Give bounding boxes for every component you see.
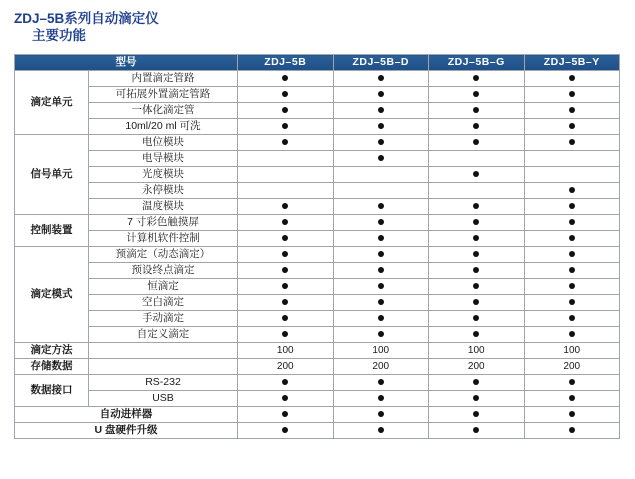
feature-cell bbox=[524, 119, 620, 135]
feature-cell bbox=[524, 279, 620, 295]
feature-cell bbox=[333, 215, 429, 231]
table-header bbox=[15, 55, 620, 71]
feature-cell bbox=[524, 183, 620, 199]
feature-cell bbox=[524, 215, 620, 231]
feature-cell bbox=[524, 103, 620, 119]
table-row bbox=[15, 327, 620, 343]
row-feature-label: 手动滴定 bbox=[89, 311, 238, 327]
bullet-dot-icon bbox=[378, 219, 384, 225]
bullet-dot-icon bbox=[378, 91, 384, 97]
column-header-zdj5by: ZDJ–5B–Y bbox=[524, 55, 620, 71]
bullet-dot-icon bbox=[378, 379, 384, 385]
bullet-dot-icon bbox=[378, 107, 384, 113]
feature-cell bbox=[333, 311, 429, 327]
feature-cell bbox=[238, 87, 334, 103]
bullet-dot-icon bbox=[378, 283, 384, 289]
feature-cell bbox=[238, 295, 334, 311]
table-row bbox=[15, 247, 620, 263]
bullet-dot-icon bbox=[378, 395, 384, 401]
feature-cell bbox=[429, 103, 525, 119]
row-feature-label: 一体化滴定管 bbox=[89, 103, 238, 119]
bullet-dot-icon bbox=[473, 91, 479, 97]
table-body bbox=[15, 71, 620, 439]
bullet-dot-icon bbox=[378, 251, 384, 257]
bullet-dot-icon bbox=[569, 427, 575, 433]
feature-cell bbox=[238, 199, 334, 215]
bullet-dot-icon bbox=[569, 299, 575, 305]
feature-cell bbox=[333, 231, 429, 247]
bullet-dot-icon bbox=[473, 315, 479, 321]
feature-cell bbox=[524, 199, 620, 215]
feature-cell bbox=[238, 375, 334, 391]
feature-cell bbox=[524, 295, 620, 311]
bullet-dot-icon bbox=[569, 283, 575, 289]
feature-cell bbox=[429, 343, 525, 359]
row-group-label: 数据接口 bbox=[15, 375, 89, 407]
bullet-dot-icon bbox=[473, 267, 479, 273]
feature-cell bbox=[429, 311, 525, 327]
table-row bbox=[15, 279, 620, 295]
feature-cell bbox=[429, 359, 525, 375]
feature-cell bbox=[333, 119, 429, 135]
feature-cell bbox=[238, 231, 334, 247]
feature-cell bbox=[333, 71, 429, 87]
table-row bbox=[15, 183, 620, 199]
row-feature-label: 计算机软件控制 bbox=[89, 231, 238, 247]
feature-cell bbox=[238, 263, 334, 279]
row-feature-label: 预滴定（动态滴定） bbox=[89, 247, 238, 263]
row-group-label: 自动进样器 bbox=[15, 407, 238, 423]
bullet-dot-icon bbox=[282, 235, 288, 241]
feature-cell bbox=[238, 311, 334, 327]
bullet-dot-icon bbox=[569, 411, 575, 417]
bullet-dot-icon bbox=[473, 251, 479, 257]
bullet-dot-icon bbox=[473, 139, 479, 145]
table-row bbox=[15, 135, 620, 151]
bullet-dot-icon bbox=[473, 411, 479, 417]
bullet-dot-icon bbox=[282, 107, 288, 113]
bullet-dot-icon bbox=[473, 203, 479, 209]
feature-cell bbox=[429, 391, 525, 407]
feature-cell bbox=[333, 327, 429, 343]
bullet-dot-icon bbox=[378, 139, 384, 145]
feature-cell bbox=[238, 327, 334, 343]
feature-cell bbox=[333, 167, 429, 183]
bullet-dot-icon bbox=[282, 427, 288, 433]
cell-value: 200 bbox=[372, 361, 390, 372]
bullet-dot-icon bbox=[569, 315, 575, 321]
row-group-label: 信号单元 bbox=[15, 135, 89, 215]
bullet-dot-icon bbox=[282, 139, 288, 145]
feature-cell bbox=[238, 247, 334, 263]
bullet-dot-icon bbox=[282, 283, 288, 289]
bullet-dot-icon bbox=[569, 235, 575, 241]
feature-cell bbox=[238, 119, 334, 135]
feature-cell bbox=[429, 119, 525, 135]
row-feature-label: 空白滴定 bbox=[89, 295, 238, 311]
bullet-dot-icon bbox=[378, 155, 384, 161]
row-feature-label bbox=[89, 359, 238, 375]
row-feature-label: 预设终点滴定 bbox=[89, 263, 238, 279]
row-feature-label bbox=[89, 343, 238, 359]
page-title-line-1: ZDJ–5B系列自动滴定仪 bbox=[14, 11, 159, 26]
bullet-dot-icon bbox=[473, 395, 479, 401]
feature-cell bbox=[429, 151, 525, 167]
feature-cell bbox=[524, 151, 620, 167]
bullet-dot-icon bbox=[569, 75, 575, 81]
bullet-dot-icon bbox=[569, 91, 575, 97]
feature-cell bbox=[238, 151, 334, 167]
bullet-dot-icon bbox=[569, 379, 575, 385]
table-row bbox=[15, 231, 620, 247]
row-feature-label: 光度模块 bbox=[89, 167, 238, 183]
bullet-dot-icon bbox=[473, 331, 479, 337]
feature-cell bbox=[238, 103, 334, 119]
feature-cell bbox=[524, 71, 620, 87]
feature-cell bbox=[429, 87, 525, 103]
bullet-dot-icon bbox=[569, 331, 575, 337]
feature-cell bbox=[429, 183, 525, 199]
feature-cell bbox=[238, 359, 334, 375]
bullet-dot-icon bbox=[569, 123, 575, 129]
table-row bbox=[15, 263, 620, 279]
table-row bbox=[15, 295, 620, 311]
feature-cell bbox=[238, 279, 334, 295]
row-group-label: 滴定方法 bbox=[15, 343, 89, 359]
bullet-dot-icon bbox=[569, 139, 575, 145]
bullet-dot-icon bbox=[282, 123, 288, 129]
row-group-label: 控制装置 bbox=[15, 215, 89, 247]
feature-cell bbox=[238, 183, 334, 199]
specification-table bbox=[14, 54, 620, 439]
bullet-dot-icon bbox=[378, 75, 384, 81]
table-row bbox=[15, 151, 620, 167]
row-feature-label: 电导模块 bbox=[89, 151, 238, 167]
bullet-dot-icon bbox=[282, 91, 288, 97]
row-feature-label: 内置滴定管路 bbox=[89, 71, 238, 87]
bullet-dot-icon bbox=[473, 171, 479, 177]
bullet-dot-icon bbox=[473, 427, 479, 433]
table-row bbox=[15, 87, 620, 103]
feature-cell bbox=[429, 375, 525, 391]
cell-value: 200 bbox=[276, 361, 294, 372]
feature-cell bbox=[238, 215, 334, 231]
feature-cell bbox=[524, 263, 620, 279]
bullet-dot-icon bbox=[378, 331, 384, 337]
bullet-dot-icon bbox=[569, 107, 575, 113]
bullet-dot-icon bbox=[378, 203, 384, 209]
bullet-dot-icon bbox=[378, 123, 384, 129]
feature-cell bbox=[238, 391, 334, 407]
feature-cell bbox=[333, 391, 429, 407]
row-feature-label: 可拓展外置滴定管路 bbox=[89, 87, 238, 103]
bullet-dot-icon bbox=[282, 315, 288, 321]
bullet-dot-icon bbox=[282, 395, 288, 401]
bullet-dot-icon bbox=[473, 235, 479, 241]
table-row bbox=[15, 343, 620, 359]
bullet-dot-icon bbox=[378, 299, 384, 305]
feature-cell bbox=[524, 423, 620, 439]
table-row bbox=[15, 359, 620, 375]
table-header-row bbox=[15, 55, 620, 71]
bullet-dot-icon bbox=[378, 235, 384, 241]
feature-cell bbox=[238, 71, 334, 87]
feature-cell bbox=[429, 215, 525, 231]
feature-cell bbox=[429, 407, 525, 423]
bullet-dot-icon bbox=[569, 251, 575, 257]
row-feature-label: 电位模块 bbox=[89, 135, 238, 151]
feature-cell bbox=[429, 167, 525, 183]
table-row bbox=[15, 375, 620, 391]
feature-cell bbox=[333, 279, 429, 295]
feature-cell bbox=[524, 247, 620, 263]
bullet-dot-icon bbox=[569, 267, 575, 273]
row-feature-label: RS-232 bbox=[89, 375, 238, 391]
bullet-dot-icon bbox=[473, 123, 479, 129]
feature-cell bbox=[429, 231, 525, 247]
feature-cell bbox=[238, 135, 334, 151]
feature-cell bbox=[524, 375, 620, 391]
table-row bbox=[15, 167, 620, 183]
feature-cell bbox=[429, 423, 525, 439]
row-feature-label: 10ml/20 ml 可洗 bbox=[89, 119, 238, 135]
bullet-dot-icon bbox=[282, 299, 288, 305]
row-group-label: U 盘硬件升级 bbox=[15, 423, 238, 439]
row-feature-label: USB bbox=[89, 391, 238, 407]
column-header-zdj5bd: ZDJ–5B–D bbox=[333, 55, 429, 71]
feature-cell bbox=[333, 423, 429, 439]
row-feature-label: 恒滴定 bbox=[89, 279, 238, 295]
bullet-dot-icon bbox=[282, 379, 288, 385]
feature-cell bbox=[333, 359, 429, 375]
cell-value: 200 bbox=[563, 361, 581, 372]
feature-cell bbox=[524, 359, 620, 375]
bullet-dot-icon bbox=[569, 395, 575, 401]
bullet-dot-icon bbox=[569, 219, 575, 225]
row-group-label: 滴定模式 bbox=[15, 247, 89, 343]
column-header-zdj5bg: ZDJ–5B–G bbox=[429, 55, 525, 71]
bullet-dot-icon bbox=[378, 315, 384, 321]
feature-cell bbox=[238, 407, 334, 423]
cell-value: 100 bbox=[467, 345, 485, 356]
bullet-dot-icon bbox=[473, 379, 479, 385]
column-header-model: 型号 bbox=[15, 55, 238, 71]
page-title-line-2: 主要功能 bbox=[32, 28, 86, 43]
bullet-dot-icon bbox=[282, 251, 288, 257]
bullet-dot-icon bbox=[282, 331, 288, 337]
feature-cell bbox=[429, 135, 525, 151]
feature-cell bbox=[333, 199, 429, 215]
bullet-dot-icon bbox=[282, 411, 288, 417]
cell-value: 100 bbox=[276, 345, 294, 356]
feature-cell bbox=[333, 407, 429, 423]
row-group-label: 存储数据 bbox=[15, 359, 89, 375]
feature-cell bbox=[429, 279, 525, 295]
bullet-dot-icon bbox=[378, 427, 384, 433]
table-row bbox=[15, 407, 620, 423]
cell-value: 100 bbox=[372, 345, 390, 356]
feature-cell bbox=[524, 135, 620, 151]
feature-cell bbox=[524, 167, 620, 183]
bullet-dot-icon bbox=[569, 203, 575, 209]
cell-value: 200 bbox=[467, 361, 485, 372]
feature-cell bbox=[333, 343, 429, 359]
table-row bbox=[15, 391, 620, 407]
feature-cell bbox=[333, 135, 429, 151]
feature-cell bbox=[524, 231, 620, 247]
feature-cell bbox=[333, 103, 429, 119]
bullet-dot-icon bbox=[473, 283, 479, 289]
feature-cell bbox=[524, 343, 620, 359]
bullet-dot-icon bbox=[282, 75, 288, 81]
row-feature-label: 7 寸彩色触摸屏 bbox=[89, 215, 238, 231]
row-feature-label: 永停模块 bbox=[89, 183, 238, 199]
feature-cell bbox=[524, 311, 620, 327]
feature-cell bbox=[333, 151, 429, 167]
table-row bbox=[15, 71, 620, 87]
cell-value: 100 bbox=[563, 345, 581, 356]
feature-cell bbox=[429, 199, 525, 215]
bullet-dot-icon bbox=[569, 187, 575, 193]
bullet-dot-icon bbox=[378, 411, 384, 417]
bullet-dot-icon bbox=[473, 75, 479, 81]
bullet-dot-icon bbox=[282, 219, 288, 225]
row-feature-label: 温度模块 bbox=[89, 199, 238, 215]
table-row bbox=[15, 199, 620, 215]
feature-cell bbox=[238, 343, 334, 359]
feature-cell bbox=[333, 263, 429, 279]
bullet-dot-icon bbox=[473, 219, 479, 225]
feature-cell bbox=[429, 71, 525, 87]
table-row bbox=[15, 215, 620, 231]
feature-cell bbox=[429, 263, 525, 279]
feature-cell bbox=[429, 247, 525, 263]
feature-cell bbox=[333, 295, 429, 311]
feature-cell bbox=[524, 87, 620, 103]
column-header-zdj5b: ZDJ–5B bbox=[238, 55, 334, 71]
feature-cell bbox=[333, 247, 429, 263]
bullet-dot-icon bbox=[473, 299, 479, 305]
feature-cell bbox=[524, 391, 620, 407]
table-row bbox=[15, 423, 620, 439]
feature-cell bbox=[524, 327, 620, 343]
feature-cell bbox=[333, 183, 429, 199]
feature-cell bbox=[333, 375, 429, 391]
bullet-dot-icon bbox=[282, 203, 288, 209]
table-row bbox=[15, 103, 620, 119]
bullet-dot-icon bbox=[282, 267, 288, 273]
bullet-dot-icon bbox=[473, 107, 479, 113]
feature-cell bbox=[524, 407, 620, 423]
table-row bbox=[15, 311, 620, 327]
feature-cell bbox=[238, 423, 334, 439]
feature-cell bbox=[238, 167, 334, 183]
feature-cell bbox=[333, 87, 429, 103]
row-group-label: 滴定单元 bbox=[15, 71, 89, 135]
row-feature-label: 自定义滴定 bbox=[89, 327, 238, 343]
feature-cell bbox=[429, 327, 525, 343]
page-title bbox=[0, 0, 635, 50]
table-row bbox=[15, 119, 620, 135]
bullet-dot-icon bbox=[378, 267, 384, 273]
feature-cell bbox=[429, 295, 525, 311]
